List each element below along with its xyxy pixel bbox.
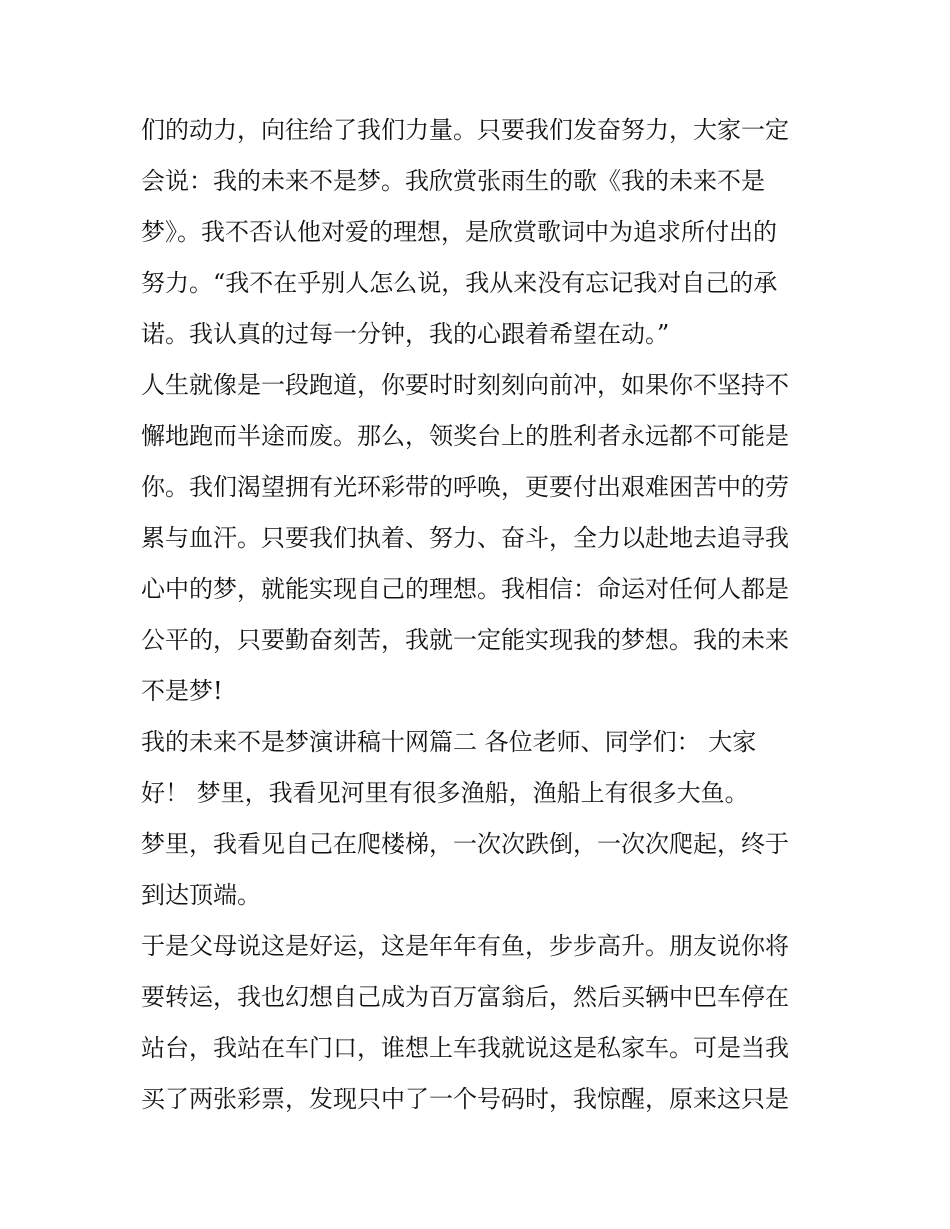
text-line: 会说：我的未来不是梦。我欣赏张雨生的歌《我的未来不是 xyxy=(141,167,765,195)
text-line: 人生就像是一段跑道，你要时时刻刻向前冲，如果你不坚持不 xyxy=(141,371,789,399)
text-line: 你。我们渴望拥有光环彩带的呼唤，更要付出艰难困苦中的劳 xyxy=(141,473,789,501)
text-line: 心中的梦，就能实现自己的理想。我相信：命运对任何人都是 xyxy=(141,575,789,603)
text-line: 我的未来不是梦演讲稿十网篇二 各位老师、同学们： 大家 xyxy=(141,728,757,756)
text-line: 不是梦! xyxy=(141,677,223,705)
text-line: 累与血汗。只要我们执着、努力、奋斗，全力以赴地去追寻我 xyxy=(141,524,789,552)
text-line: 公平的，只要勤奋刻苦，我就一定能实现我的梦想。我的未来 xyxy=(141,626,789,654)
text-line: 梦里，我看见自己在爬楼梯，一次次跌倒，一次次爬起，终于 xyxy=(141,830,789,858)
text-line: 梦》。我不否认他对爱的理想，是欣赏歌词中为追求所付出的 xyxy=(141,218,777,246)
text-line: 懈地跑而半途而废。那么，领奖台上的胜利者永远都不可能是 xyxy=(141,422,789,450)
text-line: 到达顶端。 xyxy=(141,881,261,909)
text-line: 努力。“我不在乎别人怎么说，我从来没有忘记我对自己的承 xyxy=(141,269,778,297)
text-line: 好！ 梦里，我看见河里有很多渔船，渔船上有很多大鱼。 xyxy=(141,779,749,807)
text-line: 们的动力，向往给了我们力量。只要我们发奋努力，大家一定 xyxy=(141,116,789,144)
text-line: 于是父母说这是好运，这是年年有鱼，步步高升。朋友说你将 xyxy=(141,932,789,960)
text-line: 站台，我站在车门口，谁想上车我就说这是私家车。可是当我 xyxy=(141,1034,789,1062)
text-line: 要转运，我也幻想自己成为百万富翁后，然后买辆中巴车停在 xyxy=(141,983,789,1011)
body-text xyxy=(141,105,821,1125)
text-line: 诺。我认真的过每一分钟，我的心跟着希望在动。” xyxy=(141,320,670,348)
text-line: 买了两张彩票，发现只中了一个号码时，我惊醒，原来这只是 xyxy=(141,1085,789,1113)
